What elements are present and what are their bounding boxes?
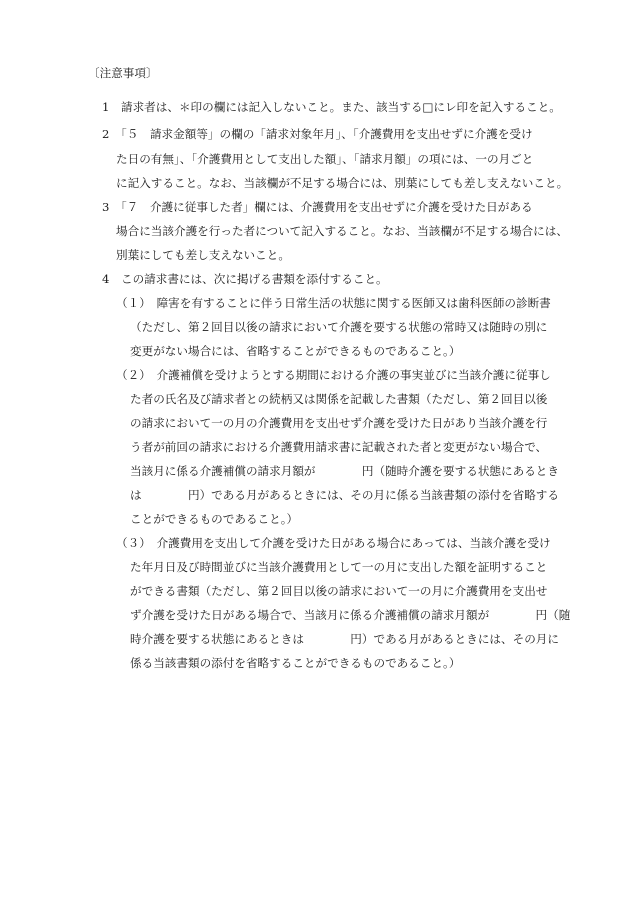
note-2-cont: に記入すること。なお、当該欄が不足する場合には、別葉にしても差し支えないこと。 — [116, 176, 569, 190]
sub-item-2: （２） 介護補償を受けようとする期間における介護の事実並びに当該介護に従事し — [116, 368, 551, 382]
sub-item-3: （３） 介護費用を支出して介護を受けた日がある場合にあっては、当該介護を受け — [116, 536, 551, 550]
sub-item-1-cont: 変更がない場合には、省略することができるものであること。） — [130, 344, 461, 358]
note-3: 3 「７ 介護に従事した者」欄には、介護費用を支出せずに介護を受けた日がある — [102, 200, 533, 214]
sub-item-2-cont: う者が前回の請求における介護費用請求書に記載された者と変更がない場合で、 — [130, 440, 548, 454]
sub-item-3-cont: ず介護を受けた日がある場合で、当該月に係る介護補償の請求月額が 円（随 — [130, 608, 571, 622]
sub-item-1-cont: （ただし、第２回目以後の請求において介護を要する状態の常時又は随時の別に — [130, 320, 548, 334]
sub-item-3-cont: 係る当該書類の添付を省略することができるものであること。） — [130, 656, 461, 670]
sub-item-2-cont: た者の氏名及び請求者との続柄又は関係を記載した書類（ただし、第２回目以後 — [130, 392, 548, 406]
notes-heading: 〔注意事項〕 — [88, 66, 158, 80]
note-4: 4 この請求書には、次に掲げる書類を添付すること。 — [102, 272, 388, 286]
note-3-cont: 場合に当該介護を行った者について記入すること。なお、当該欄が不足する場合には、 — [116, 224, 568, 238]
sub-item-1: （１） 障害を有することに伴う日常生活の状態に関する医師又は歯科医師の診断書 — [116, 296, 551, 310]
note-1: 1 請求者は、＊印の欄には記入しないこと。また、該当する□にレ印を記入すること。 — [102, 100, 561, 114]
sub-item-3-cont: ができる書類（ただし、第２回目以後の請求において一の月に介護費用を支出せ — [130, 584, 548, 598]
sub-item-2-cont: 当該月に係る介護補償の請求月額が 円（随時介護を要する状態にあるとき — [130, 464, 559, 478]
note-3-cont: 別葉にしても差し支えないこと。 — [116, 248, 290, 262]
sub-item-3-cont: 時介護を要する状態にあるときは 円）である月があるときには、その月に — [130, 632, 559, 646]
note-2: 2 「５ 請求金額等」の欄の「請求対象年月」、「介護費用を支出せずに介護を受け — [102, 127, 533, 141]
sub-item-2-cont: は 円）である月があるときには、その月に係る当該書類の添付を省略する — [130, 488, 559, 502]
note-2-cont: た日の有無」、「介護費用として支出した額」、「請求月額」の項には、一の月ごと — [116, 152, 534, 166]
sub-item-3-cont: た年月日及び時間並びに当該介護費用として一の月に支出した額を証明すること — [130, 560, 548, 574]
sub-item-2-cont: ことができるものであること。） — [130, 512, 299, 526]
sub-item-2-cont: の請求において一の月の介護費用を支出せず介護を受けた日があり当該介護を行 — [130, 416, 548, 430]
